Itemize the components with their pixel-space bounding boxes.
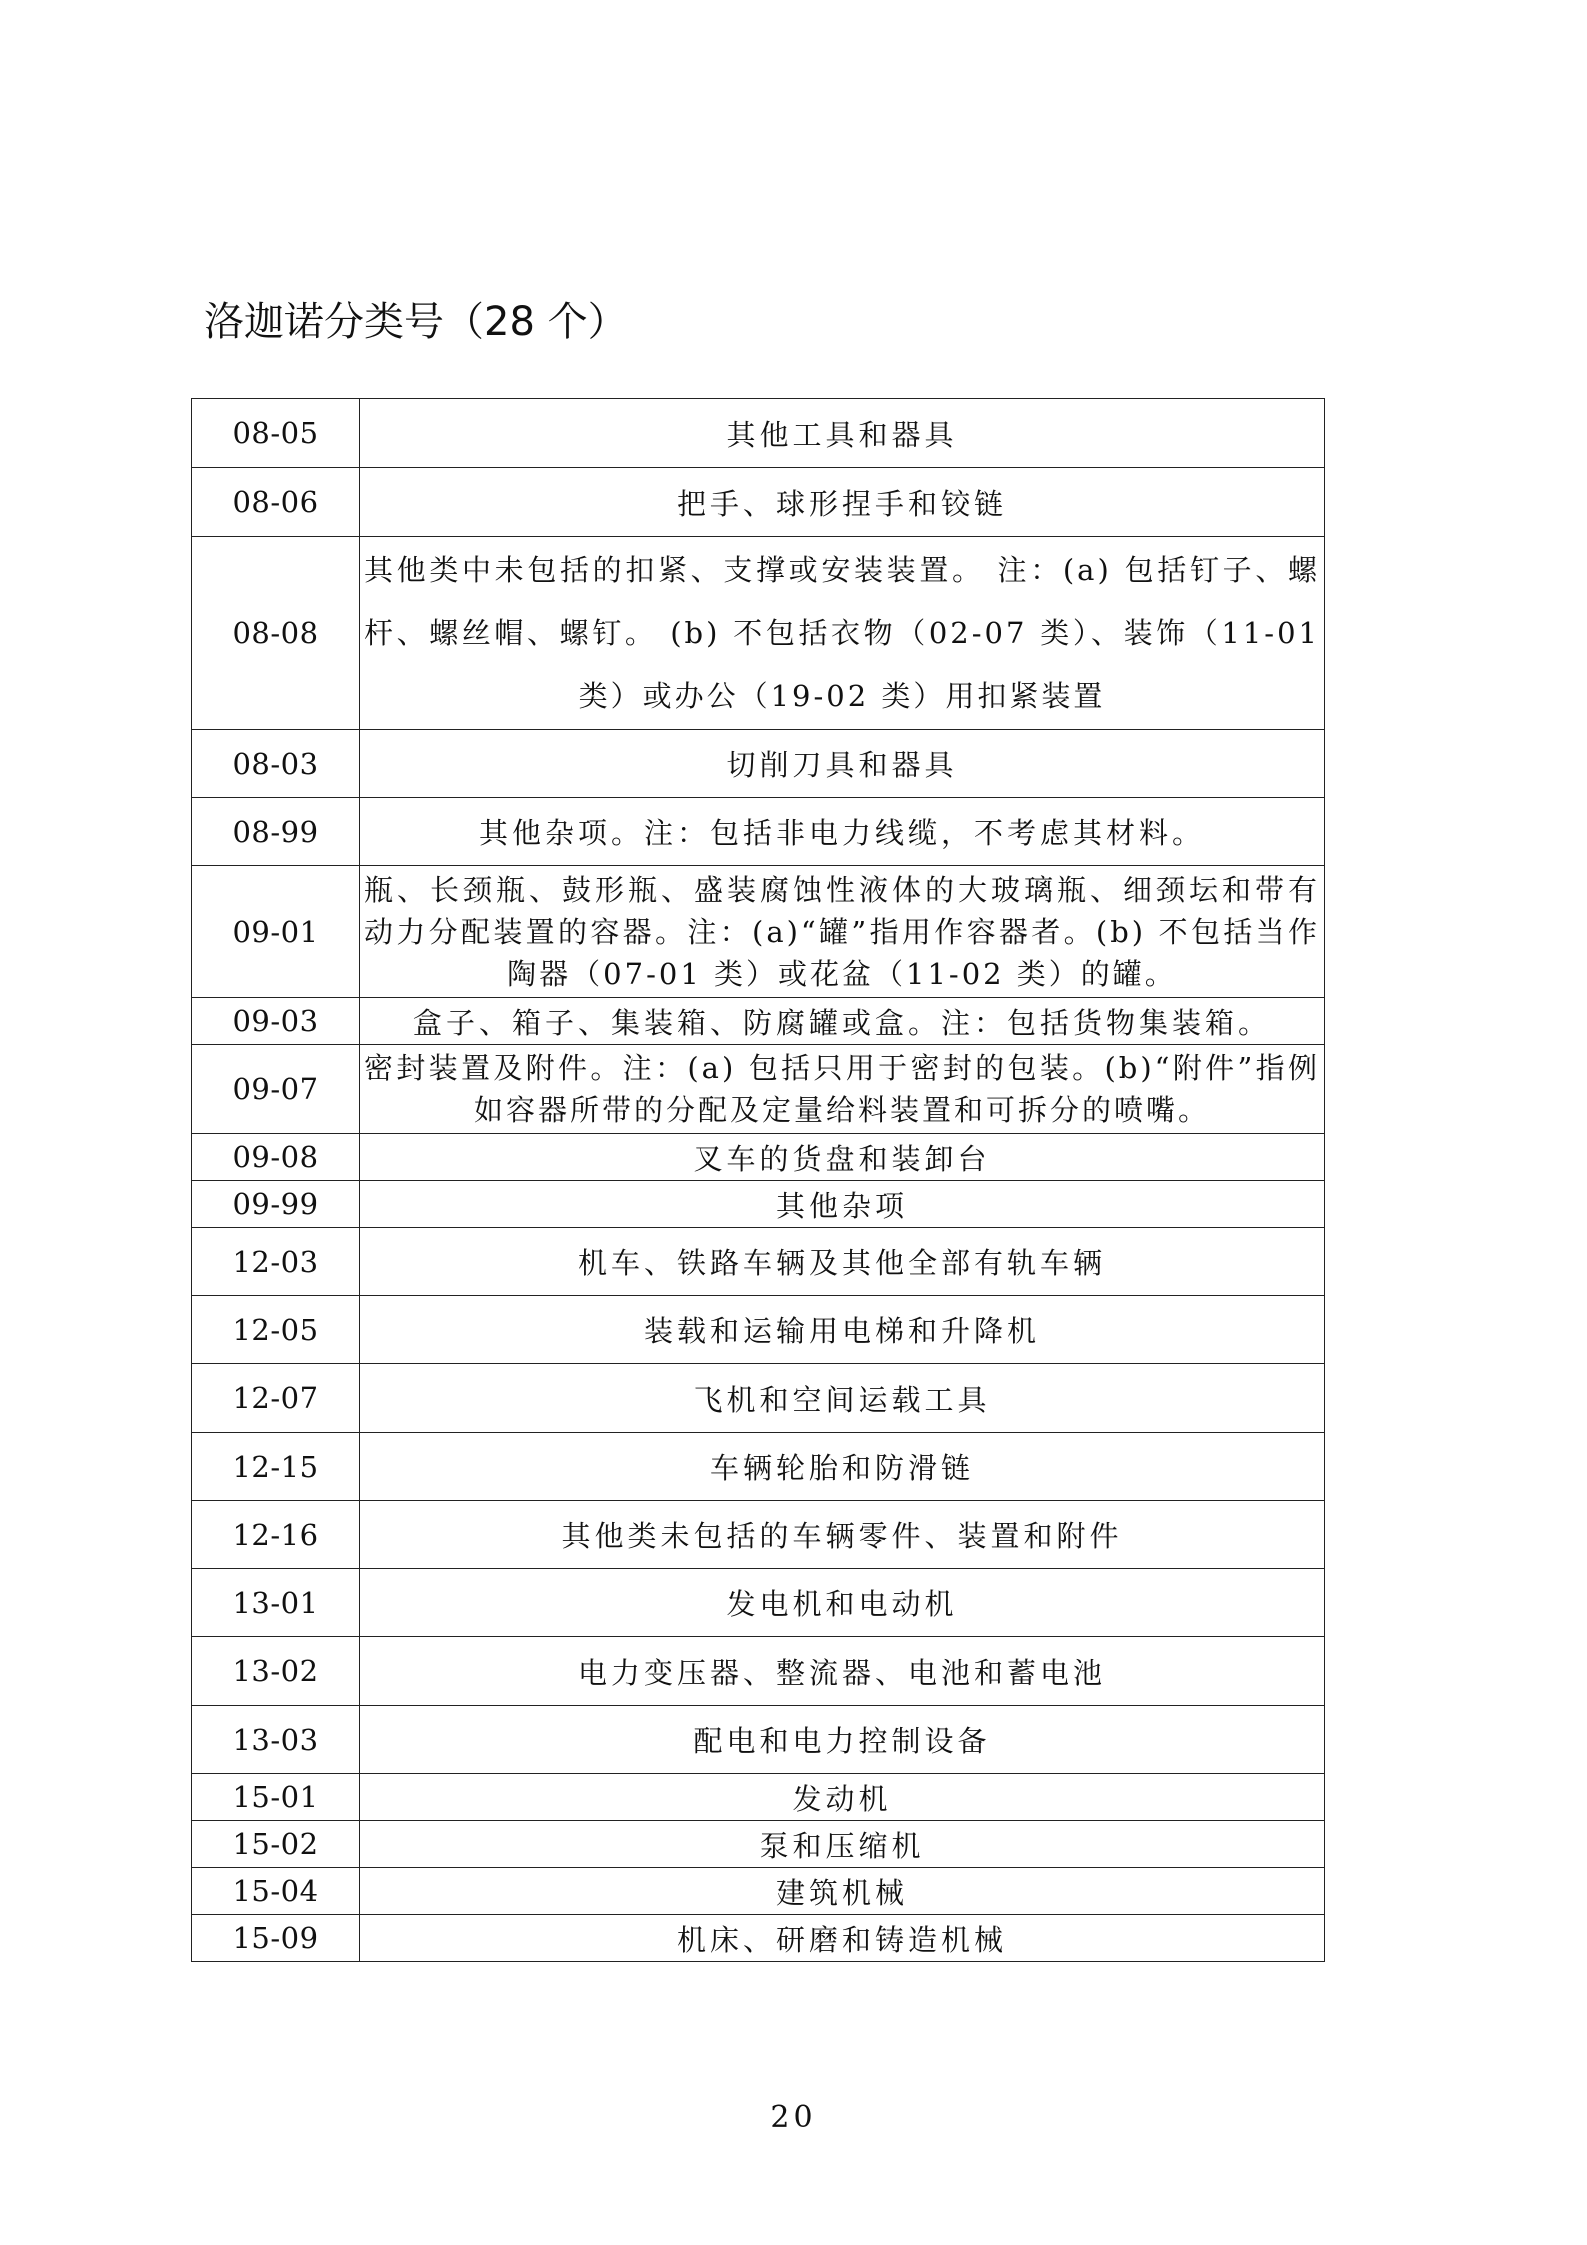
- table-row: [192, 1134, 1325, 1181]
- class-description: 其他杂项。注：包括非电力线缆，不考虑其材料。: [360, 798, 1325, 866]
- page-number: 20: [770, 2100, 817, 2135]
- class-description: 其他类中未包括的扣紧、支撑或安装装置。 注：(a) 包括钉子、螺杆、螺丝帽、螺钉。 (b) 不包括衣物（02-07 类）、装饰（11-01 类）或办公（19-02 类）用扣紧装置: [360, 537, 1325, 730]
- class-description: 切削刀具和器具: [360, 730, 1325, 798]
- class-code: 13-03: [192, 1706, 360, 1774]
- table-row: [192, 399, 1325, 468]
- class-description: 密封装置及附件。注：(a) 包括只用于密封的包装。(b)“附件”指例如容器所带的分配及定量给料装置和可拆分的喷嘴。: [360, 1045, 1325, 1134]
- table-row: [192, 537, 1325, 730]
- class-description: 把手、球形捏手和铰链: [360, 468, 1325, 537]
- class-code: 08-05: [192, 399, 360, 468]
- table-row: [192, 1181, 1325, 1228]
- class-code: 08-08: [192, 537, 360, 730]
- class-code: 15-01: [192, 1774, 360, 1821]
- table-row: [192, 1915, 1325, 1962]
- class-code: 09-01: [192, 866, 360, 998]
- class-description: 飞机和空间运载工具: [360, 1364, 1325, 1433]
- table-row: [192, 1706, 1325, 1774]
- class-description: 泵和压缩机: [360, 1821, 1325, 1868]
- class-code: 09-07: [192, 1045, 360, 1134]
- table-row: [192, 468, 1325, 537]
- class-description: 装载和运输用电梯和升降机: [360, 1296, 1325, 1364]
- page-heading: 洛迦诺分类号（28 个）: [204, 299, 628, 345]
- class-code: 12-03: [192, 1228, 360, 1296]
- table-row: [192, 1228, 1325, 1296]
- class-code: 12-16: [192, 1501, 360, 1569]
- class-code: 15-09: [192, 1915, 360, 1962]
- class-code: 12-07: [192, 1364, 360, 1433]
- class-code: 15-02: [192, 1821, 360, 1868]
- class-description: 其他类未包括的车辆零件、装置和附件: [360, 1501, 1325, 1569]
- class-code: 08-03: [192, 730, 360, 798]
- class-code: 13-02: [192, 1637, 360, 1706]
- table-row: [192, 1045, 1325, 1134]
- table-row: [192, 798, 1325, 866]
- classification-table: [191, 398, 1325, 1962]
- class-code: 13-01: [192, 1569, 360, 1637]
- class-description: 叉车的货盘和装卸台: [360, 1134, 1325, 1181]
- class-code: 09-99: [192, 1181, 360, 1228]
- class-description: 其他工具和器具: [360, 399, 1325, 468]
- class-description: 电力变压器、整流器、电池和蓄电池: [360, 1637, 1325, 1706]
- class-description: 其他杂项: [360, 1181, 1325, 1228]
- class-code: 15-04: [192, 1868, 360, 1915]
- class-description: 车辆轮胎和防滑链: [360, 1433, 1325, 1501]
- class-code: 09-03: [192, 998, 360, 1045]
- table-row: [192, 998, 1325, 1045]
- class-code: 08-99: [192, 798, 360, 866]
- class-description: 机车、铁路车辆及其他全部有轨车辆: [360, 1228, 1325, 1296]
- class-code: 08-06: [192, 468, 360, 537]
- table-row: [192, 1433, 1325, 1501]
- class-description: 发电机和电动机: [360, 1569, 1325, 1637]
- class-description: 发动机: [360, 1774, 1325, 1821]
- class-code: 12-15: [192, 1433, 360, 1501]
- class-description: 机床、研磨和铸造机械: [360, 1915, 1325, 1962]
- table-row: [192, 1868, 1325, 1915]
- class-code: 09-08: [192, 1134, 360, 1181]
- class-description: 建筑机械: [360, 1868, 1325, 1915]
- table-row: [192, 1821, 1325, 1868]
- class-description: 瓶、长颈瓶、鼓形瓶、盛装腐蚀性液体的大玻璃瓶、细颈坛和带有动力分配装置的容器。注：(a)“罐”指用作容器者。(b) 不包括当作陶器（07-01 类）或花盆（11-02 类）的罐。: [360, 866, 1325, 998]
- table-row: [192, 866, 1325, 998]
- class-code: 12-05: [192, 1296, 360, 1364]
- table-row: [192, 1296, 1325, 1364]
- class-description: 配电和电力控制设备: [360, 1706, 1325, 1774]
- table-row: [192, 730, 1325, 798]
- table-row: [192, 1569, 1325, 1637]
- table-row: [192, 1637, 1325, 1706]
- table-row: [192, 1501, 1325, 1569]
- table-row: [192, 1364, 1325, 1433]
- table-row: [192, 1774, 1325, 1821]
- class-description: 盒子、箱子、集装箱、防腐罐或盒。注：包括货物集装箱。: [360, 998, 1325, 1045]
